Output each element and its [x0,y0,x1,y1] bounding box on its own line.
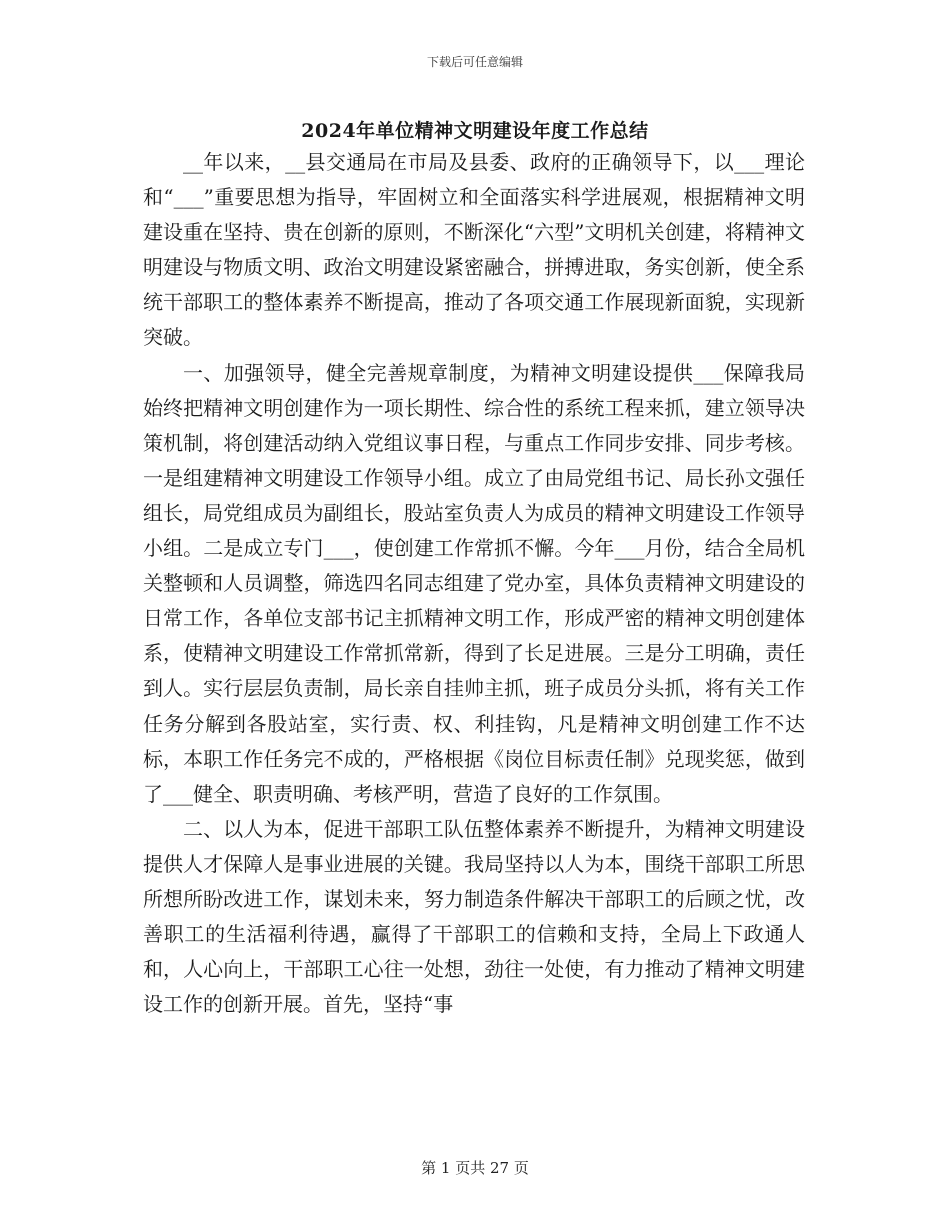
paragraph-section-2: 二、以人为本，促进干部职工队伍整体素养不断提升，为精神文明建设提供人才保障人是事业进展的关键。我局坚持以人为本，围绕干部职工所思所想所盼改进工作，谋划未来，努力制造条件解决干部职工的后顾之忧，改善职工的生活福利待遇，赢得了干部职工的信赖和支持，全局上下政通人和，人心向上，干部职工心往一处想，劲往一处使，有力推动了精神文明建设工作的创新开展。首先，坚持“事 [143,816,805,1017]
paragraph-section-1: 一、加强领导，健全完善规章制度，为精神文明建设提供___保障我局始终把精神文明创建作为一项长期性、综合性的系统工程来抓，建立领导决策机制，将创建活动纳入党组议事日程，与重点工作同步安排、同步考核。一是组建精神文明建设工作领导小组。成立了由局党组书记、局长孙文强任组长，局党组成员为副组长，股站室负责人为成员的精神文明建设工作领导小组。二是成立专门___，使创建工作常抓不懈。今年___月份，结合全局机关整顿和人员调整，筛选四名同志组建了党办室，具体负责精神文明建设的日常工作，各单位支部书记主抓精神文明工作，形成严密的精神文明创建体系，使精神文明建设工作常抓常新，得到了长足进展。三是分工明确，责任到人。实行层层负责制，局长亲自挂帅主抓，班子成员分头抓，将有关工作任务分解到各股站室，实行责、权、利挂钩，凡是精神文明创建工作不达标，本职工作任务完不成的，严格根据《岗位目标责任制》兑现奖惩，做到了___健全、职责明确、考核严明，营造了良好的工作氛围。 [143,360,805,806]
document-title: 2024年单位精神文明建设年度工作总结 [301,120,649,142]
header-note: 下载后可任意编辑 [426,55,523,69]
document-body [143,145,805,1022]
paragraph-intro: __年以来，__县交通局在市局及县委、政府的正确领导下，以___理论和“___”重要思想为指导，牢固树立和全面落实科学进展观，根据精神文明建设重在坚持、贵在创新的原则，不断深化“六型”文明机关创建，将精神文明建设与物质文明、政治文明建设紧密融合，拼搏进取，务实创新，使全系统干部职工的整体素养不断提高，推动了各项交通工作展现新面貌，实现新突破。 [143,150,805,350]
page-footer: 第 1 页共 27 页 [421,1159,529,1177]
